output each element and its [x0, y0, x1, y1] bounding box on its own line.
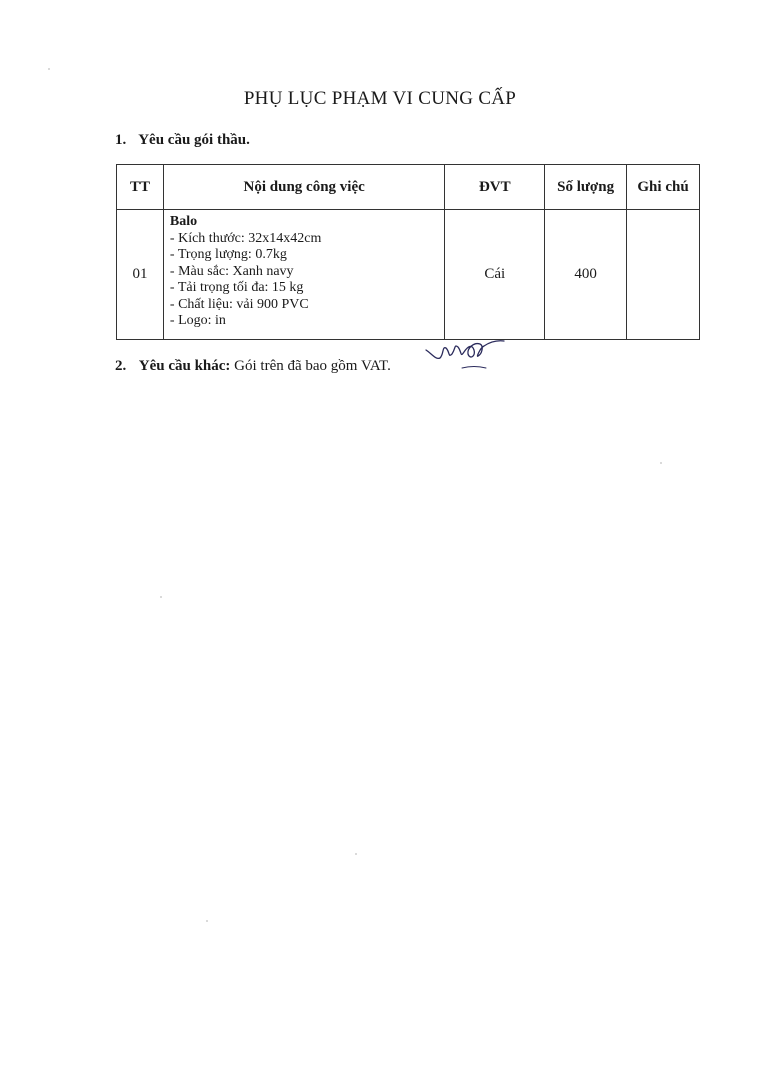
spec-line: - Kích thước: 32x14x42cm	[169, 230, 322, 246]
table-header-row	[117, 165, 700, 210]
cell-content	[163, 210, 444, 340]
section-2-text: Gói trên đã bao gồm VAT.	[234, 358, 391, 374]
section-2	[115, 358, 391, 375]
spec-line: - Tải trọng tối đa: 15 kg	[169, 280, 304, 295]
section-2-number: 2.	[115, 358, 127, 374]
header-tt: TT	[117, 165, 164, 210]
section-1-title: Yêu cầu gói thầu.	[138, 132, 250, 148]
document-title: PHỤ LỤC PHẠM VI CUNG CẤP	[243, 88, 517, 109]
cell-note	[627, 210, 700, 340]
spec-line: - Chất liệu: vải 900 PVC	[169, 296, 309, 312]
cell-quantity: 400	[545, 210, 627, 340]
scan-speck	[206, 920, 208, 922]
header-unit: ĐVT	[445, 165, 545, 210]
scan-speck	[355, 853, 357, 855]
scope-table	[116, 164, 700, 340]
item-name: Balo	[169, 214, 198, 229]
cell-tt: 01	[117, 210, 164, 340]
spec-line: - Trọng lượng: 0.7kg	[169, 247, 287, 262]
spec-line: - Màu sắc: Xanh navy	[169, 263, 294, 279]
section-2-label: Yêu cầu khác:	[138, 358, 231, 374]
cell-unit: Cái	[445, 210, 545, 340]
header-quantity: Số lượng	[545, 165, 627, 210]
section-1-heading	[115, 132, 250, 149]
scan-speck	[160, 596, 162, 598]
header-content: Nội dung công việc	[163, 165, 444, 210]
spec-line: - Logo: in	[169, 313, 226, 328]
table-row	[117, 210, 700, 340]
handwritten-signature	[422, 338, 512, 378]
scan-speck	[660, 462, 662, 464]
scan-speck	[48, 68, 50, 70]
header-note: Ghi chú	[627, 165, 700, 210]
section-1-number: 1.	[115, 132, 127, 148]
